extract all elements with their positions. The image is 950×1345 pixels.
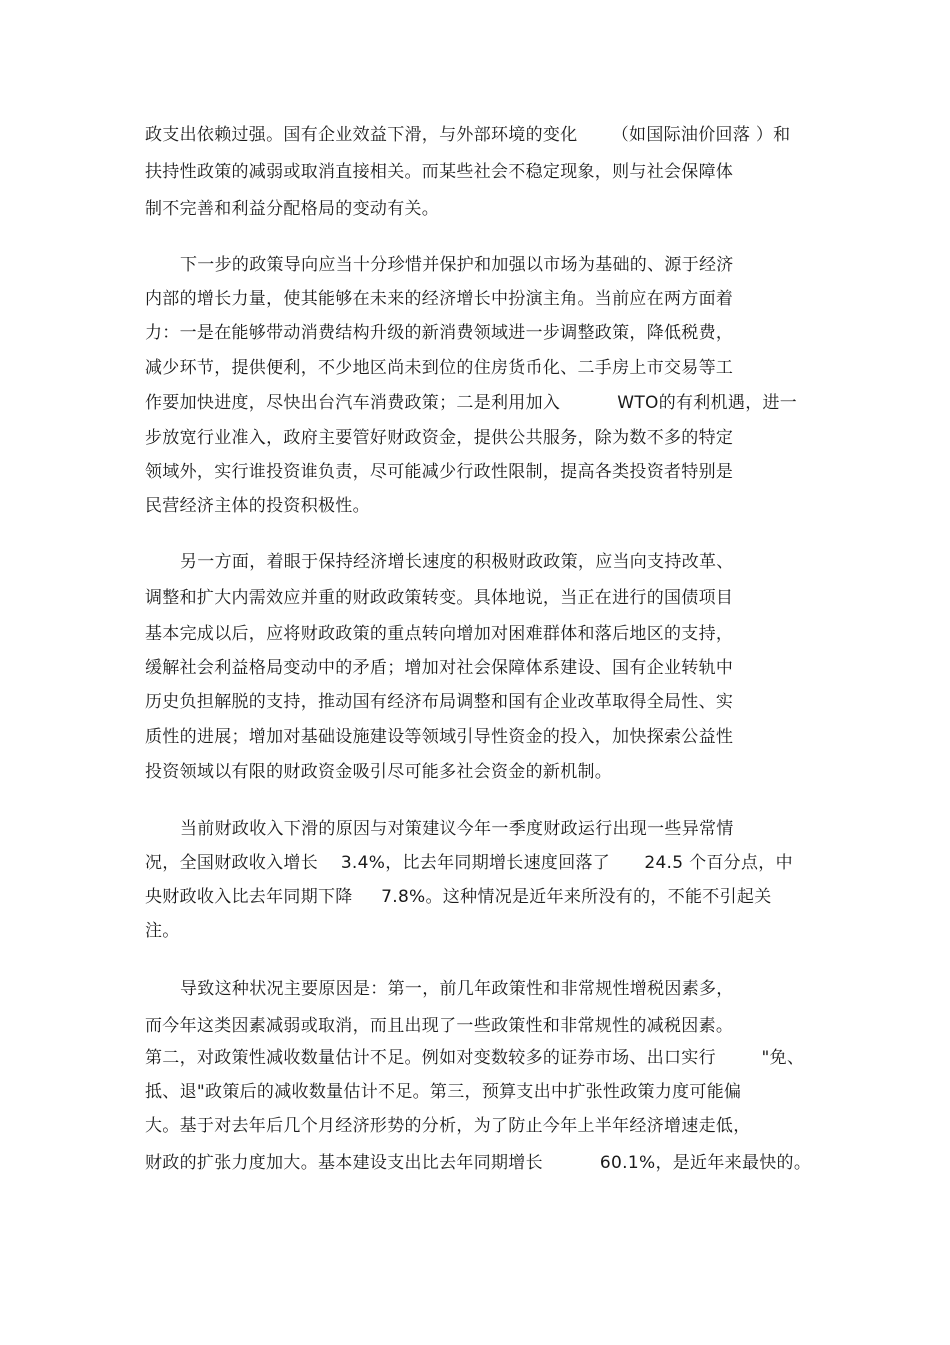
text-line: 政支出依赖过强。国有企业效益下滑，与外部环境的变化 （如国际油价回落 ）和 (145, 125, 791, 145)
text-line: 抵、退"政策后的减收数量估计不足。第三，预算支出中扩张性政策力度可能偏 (145, 1082, 742, 1102)
text-line: 历史负担解脱的支持，推动国有经济布局调整和国有企业改革取得全局性、实 (145, 692, 734, 712)
text-line: 作要加快进度，尽快出台汽车消费政策；二是利用加入 WTO的有利机遇，进一 (145, 393, 798, 413)
text-line: 况，全国财政收入增长 3.4%，比去年同期增长速度回落了 24.5 个百分点，中 (145, 853, 793, 873)
text-line: 领域外，实行谁投资谁负责，尽可能减少行政性限制，提高各类投资者特别是 (145, 462, 734, 482)
text-line: 第二，对政策性减收数量估计不足。例如对变数较多的证券市场、出口实行 "免、 (145, 1048, 805, 1068)
text-line: 调整和扩大内需效应并重的财政政策转变。具体地说，当正在进行的国债项目 (145, 588, 734, 608)
text-line: 力：一是在能够带动消费结构升级的新消费领域进一步调整政策，降低税费， (145, 323, 734, 343)
text-line: 另一方面，着眼于保持经济增长速度的积极财政政策，应当向支持改革、 (180, 552, 734, 572)
text-line: 基本完成以后，应将财政政策的重点转向增加对困难群体和落后地区的支持， (145, 624, 734, 644)
text-line: 内部的增长力量，使其能够在未来的经济增长中扮演主角。当前应在两方面着 (145, 289, 734, 309)
text-line: 当前财政收入下滑的原因与对策建议今年一季度财政运行出现一些异常情 (180, 819, 734, 839)
text-line: 制不完善和利益分配格局的变动有关。 (145, 199, 440, 219)
text-line: 扶持性政策的减弱或取消直接相关。而某些社会不稳定现象，则与社会保障体 (145, 162, 734, 182)
text-line: 减少环节，提供便利，不少地区尚未到位的住房货币化、二手房上市交易等工 (145, 358, 734, 378)
text-line: 投资领域以有限的财政资金吸引尽可能多社会资金的新机制。 (145, 762, 613, 782)
text-line: 央财政收入比去年同期下降 7.8%。这种情况是近年来所没有的，不能不引起关 (145, 887, 772, 907)
text-line: 注。 (145, 921, 180, 941)
text-line: 质性的进展；增加对基础设施建设等领域引导性资金的投入，加快探索公益性 (145, 727, 734, 747)
text-line: 缓解社会利益格局变动中的矛盾；增加对社会保障体系建设、国有企业转轨中 (145, 658, 734, 678)
text-line: 民营经济主体的投资积极性。 (145, 496, 370, 516)
text-line: 财政的扩张力度加大。基本建设支出比去年同期增长 60.1%，是近年来最快的。 (145, 1153, 812, 1173)
text-line: 而今年这类因素减弱或取消，而且出现了一些政策性和非常规性的减税因素。 (145, 1016, 734, 1036)
text-line: 导致这种状况主要原因是：第一，前几年政策性和非常规性增税因素多， (180, 979, 734, 999)
text-line: 下一步的政策导向应当十分珍惜并保护和加强以市场为基础的、源于经济 (180, 255, 734, 275)
text-line: 大。基于对去年后几个月经济形势的分析，为了防止今年上半年经济增速走低， (145, 1116, 751, 1136)
text-line: 步放宽行业准入，政府主要管好财政资金，提供公共服务，除为数不多的特定 (145, 428, 734, 448)
